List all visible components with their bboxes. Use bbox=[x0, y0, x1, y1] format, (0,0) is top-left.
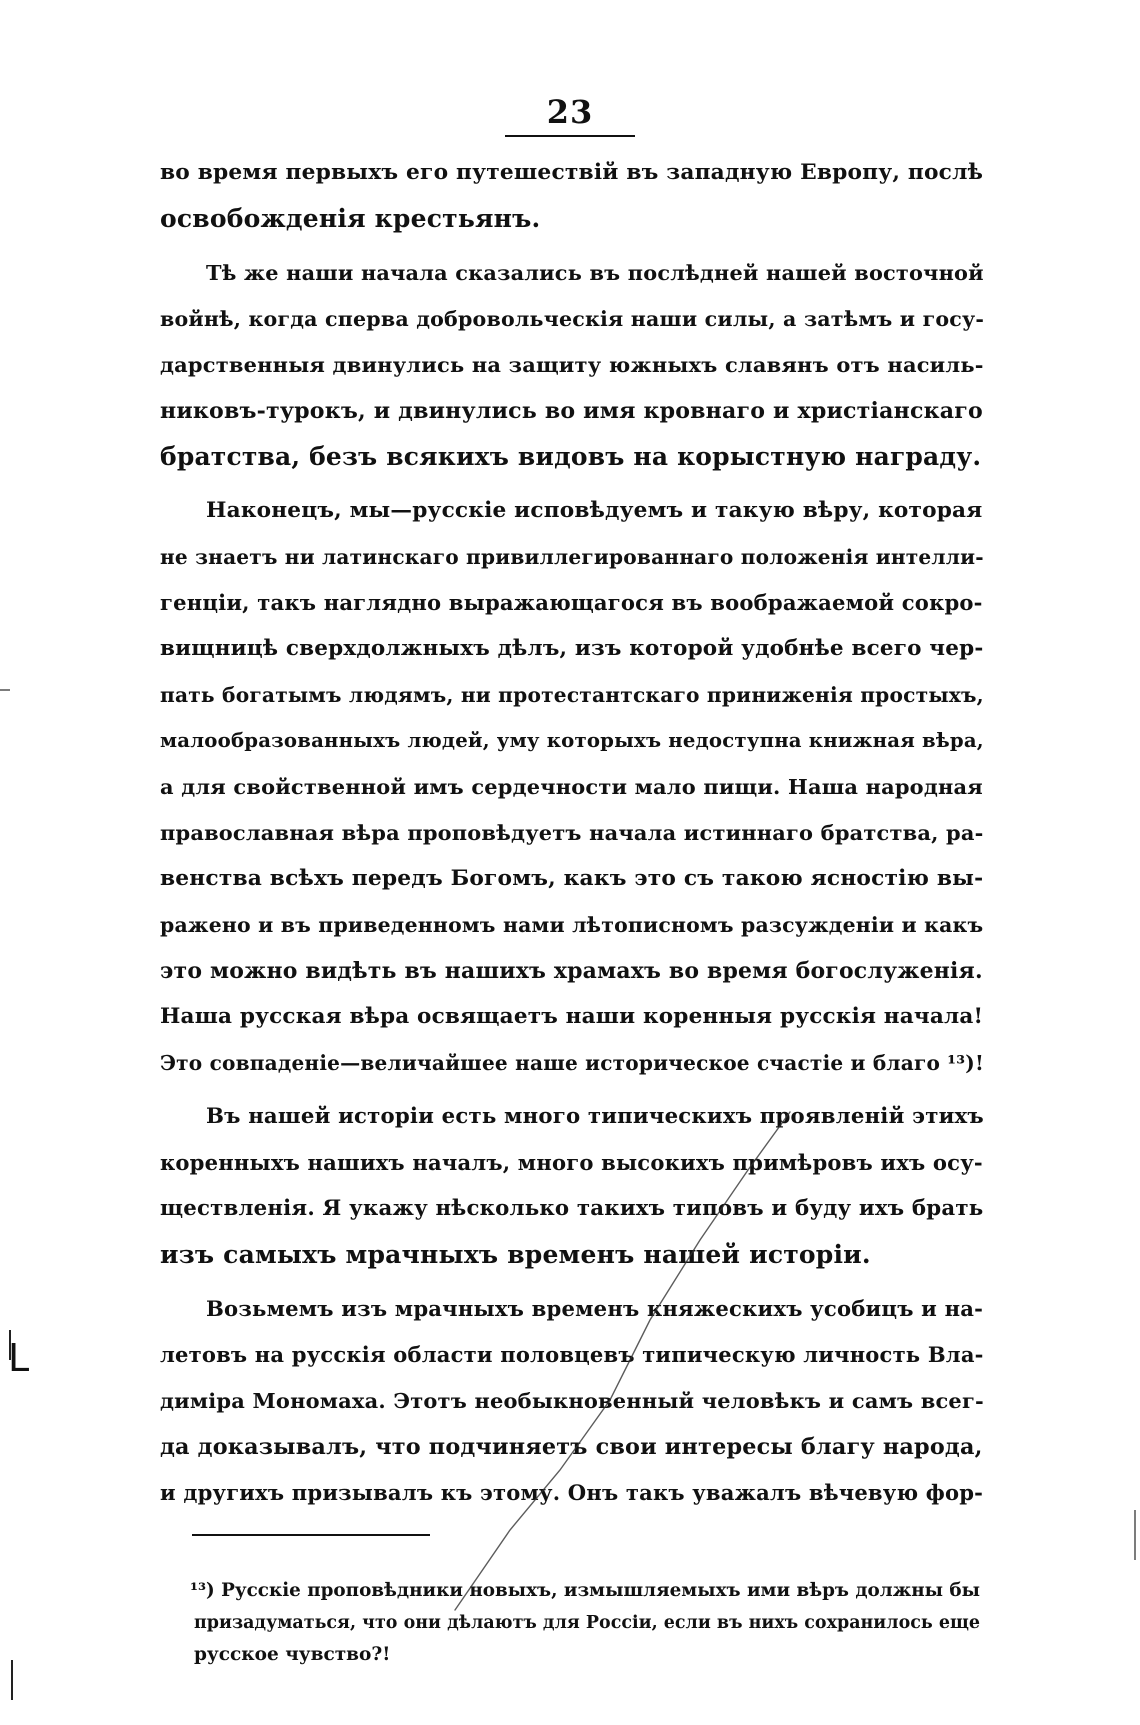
body-line: Наконецъ, мы—русскіе исповѣдуемъ и такую вѣру, которая bbox=[206, 498, 983, 523]
body-line: дарственныя двинулись на защиту южныхъ славянъ отъ насиль- bbox=[160, 352, 984, 377]
body-line: освобожденія крестьянъ. bbox=[160, 204, 541, 233]
body-line: венства всѣхъ передъ Богомъ, какъ это съ такою ясностію вы- bbox=[160, 866, 984, 891]
footnote-line: ¹³) Русскіе проповѣдники новыхъ, измышляемыхъ ими вѣръ должны бы bbox=[190, 1580, 980, 1601]
body-line: и другихъ призывалъ къ этому. Онъ такъ уважалъ вѣчевую фор- bbox=[160, 1480, 984, 1505]
body-line: Наша русская вѣра освящаетъ наши коренныя русскія начала! bbox=[160, 1004, 984, 1029]
body-line: войнѣ, когда сперва добровольческія наши силы, а затѣмъ и госу- bbox=[160, 307, 985, 331]
body-line: диміра Мономаха. Этотъ необыкновенный человѣкъ и самъ всег- bbox=[160, 1388, 984, 1413]
body-line: во время первыхъ его путешествій въ западную Европу, послѣ bbox=[160, 160, 984, 185]
footnote-line: призадуматься, что они дѣлаютъ для Россіи, если въ нихъ сохранилось еще bbox=[194, 1613, 980, 1633]
body-line: православная вѣра проповѣдуетъ начала истиннаго братства, ра- bbox=[160, 820, 984, 845]
body-line: да доказывалъ, что подчиняетъ свои интересы благу народа, bbox=[160, 1434, 983, 1460]
body-line: малообразованныхъ людей, уму которыхъ недоступна книжная вѣра, bbox=[160, 729, 984, 752]
body-line: не знаетъ ни латинскаго привиллегированнаго положенія интелли- bbox=[160, 545, 984, 569]
body-line: а для свойственной имъ сердечности мало пищи. Наша народная bbox=[160, 774, 983, 799]
body-line: летовъ на русскія области половцевъ типическую личность Вла- bbox=[160, 1342, 984, 1367]
body-line: Возьмемъ изъ мрачныхъ временъ княжескихъ усобицъ и на- bbox=[206, 1296, 984, 1321]
footnote-line: русское чувство?! bbox=[194, 1644, 391, 1665]
body-line: никовъ-турокъ, и двинулись во имя кровнаго и христіанскаго bbox=[160, 398, 983, 424]
body-line: Тѣ же наши начала сказались въ послѣдней нашей восточной bbox=[206, 260, 984, 285]
body-line: это можно видѣть въ нашихъ храмахъ во время богослуженія. bbox=[160, 958, 983, 984]
body-line: Въ нашей исторіи есть много типическихъ проявленій этихъ bbox=[206, 1104, 984, 1129]
body-line: вищницѣ сверхдолжныхъ дѣлъ, изъ которой удобнѣе всего чер- bbox=[160, 636, 984, 661]
body-line: ществленія. Я укажу нѣсколько такихъ типовъ и буду ихъ брать bbox=[160, 1196, 984, 1221]
body-line: изъ самыхъ мрачныхъ временъ нашей исторіи. bbox=[160, 1240, 871, 1269]
margin-bracket-mark: L bbox=[8, 1336, 30, 1380]
body-line: ражено и въ приведенномъ нами лѣтописномъ разсужденіи и какъ bbox=[160, 913, 984, 937]
body-line: генціи, такъ наглядно выражающагося въ воображаемой сокро- bbox=[160, 590, 983, 615]
body-line: пать богатымъ людямъ, ни протестантскаго приниженія простыхъ, bbox=[160, 683, 984, 707]
body-line: Это совпаденіе—величайшее наше историческое счастіе и благо ¹³)! bbox=[160, 1051, 984, 1075]
body-line: братства, безъ всякихъ видовъ на корыстную награду. bbox=[160, 442, 982, 471]
body-line: коренныхъ нашихъ началъ, много высокихъ примѣровъ ихъ осу- bbox=[160, 1150, 983, 1175]
page-number: 23 bbox=[546, 93, 594, 131]
